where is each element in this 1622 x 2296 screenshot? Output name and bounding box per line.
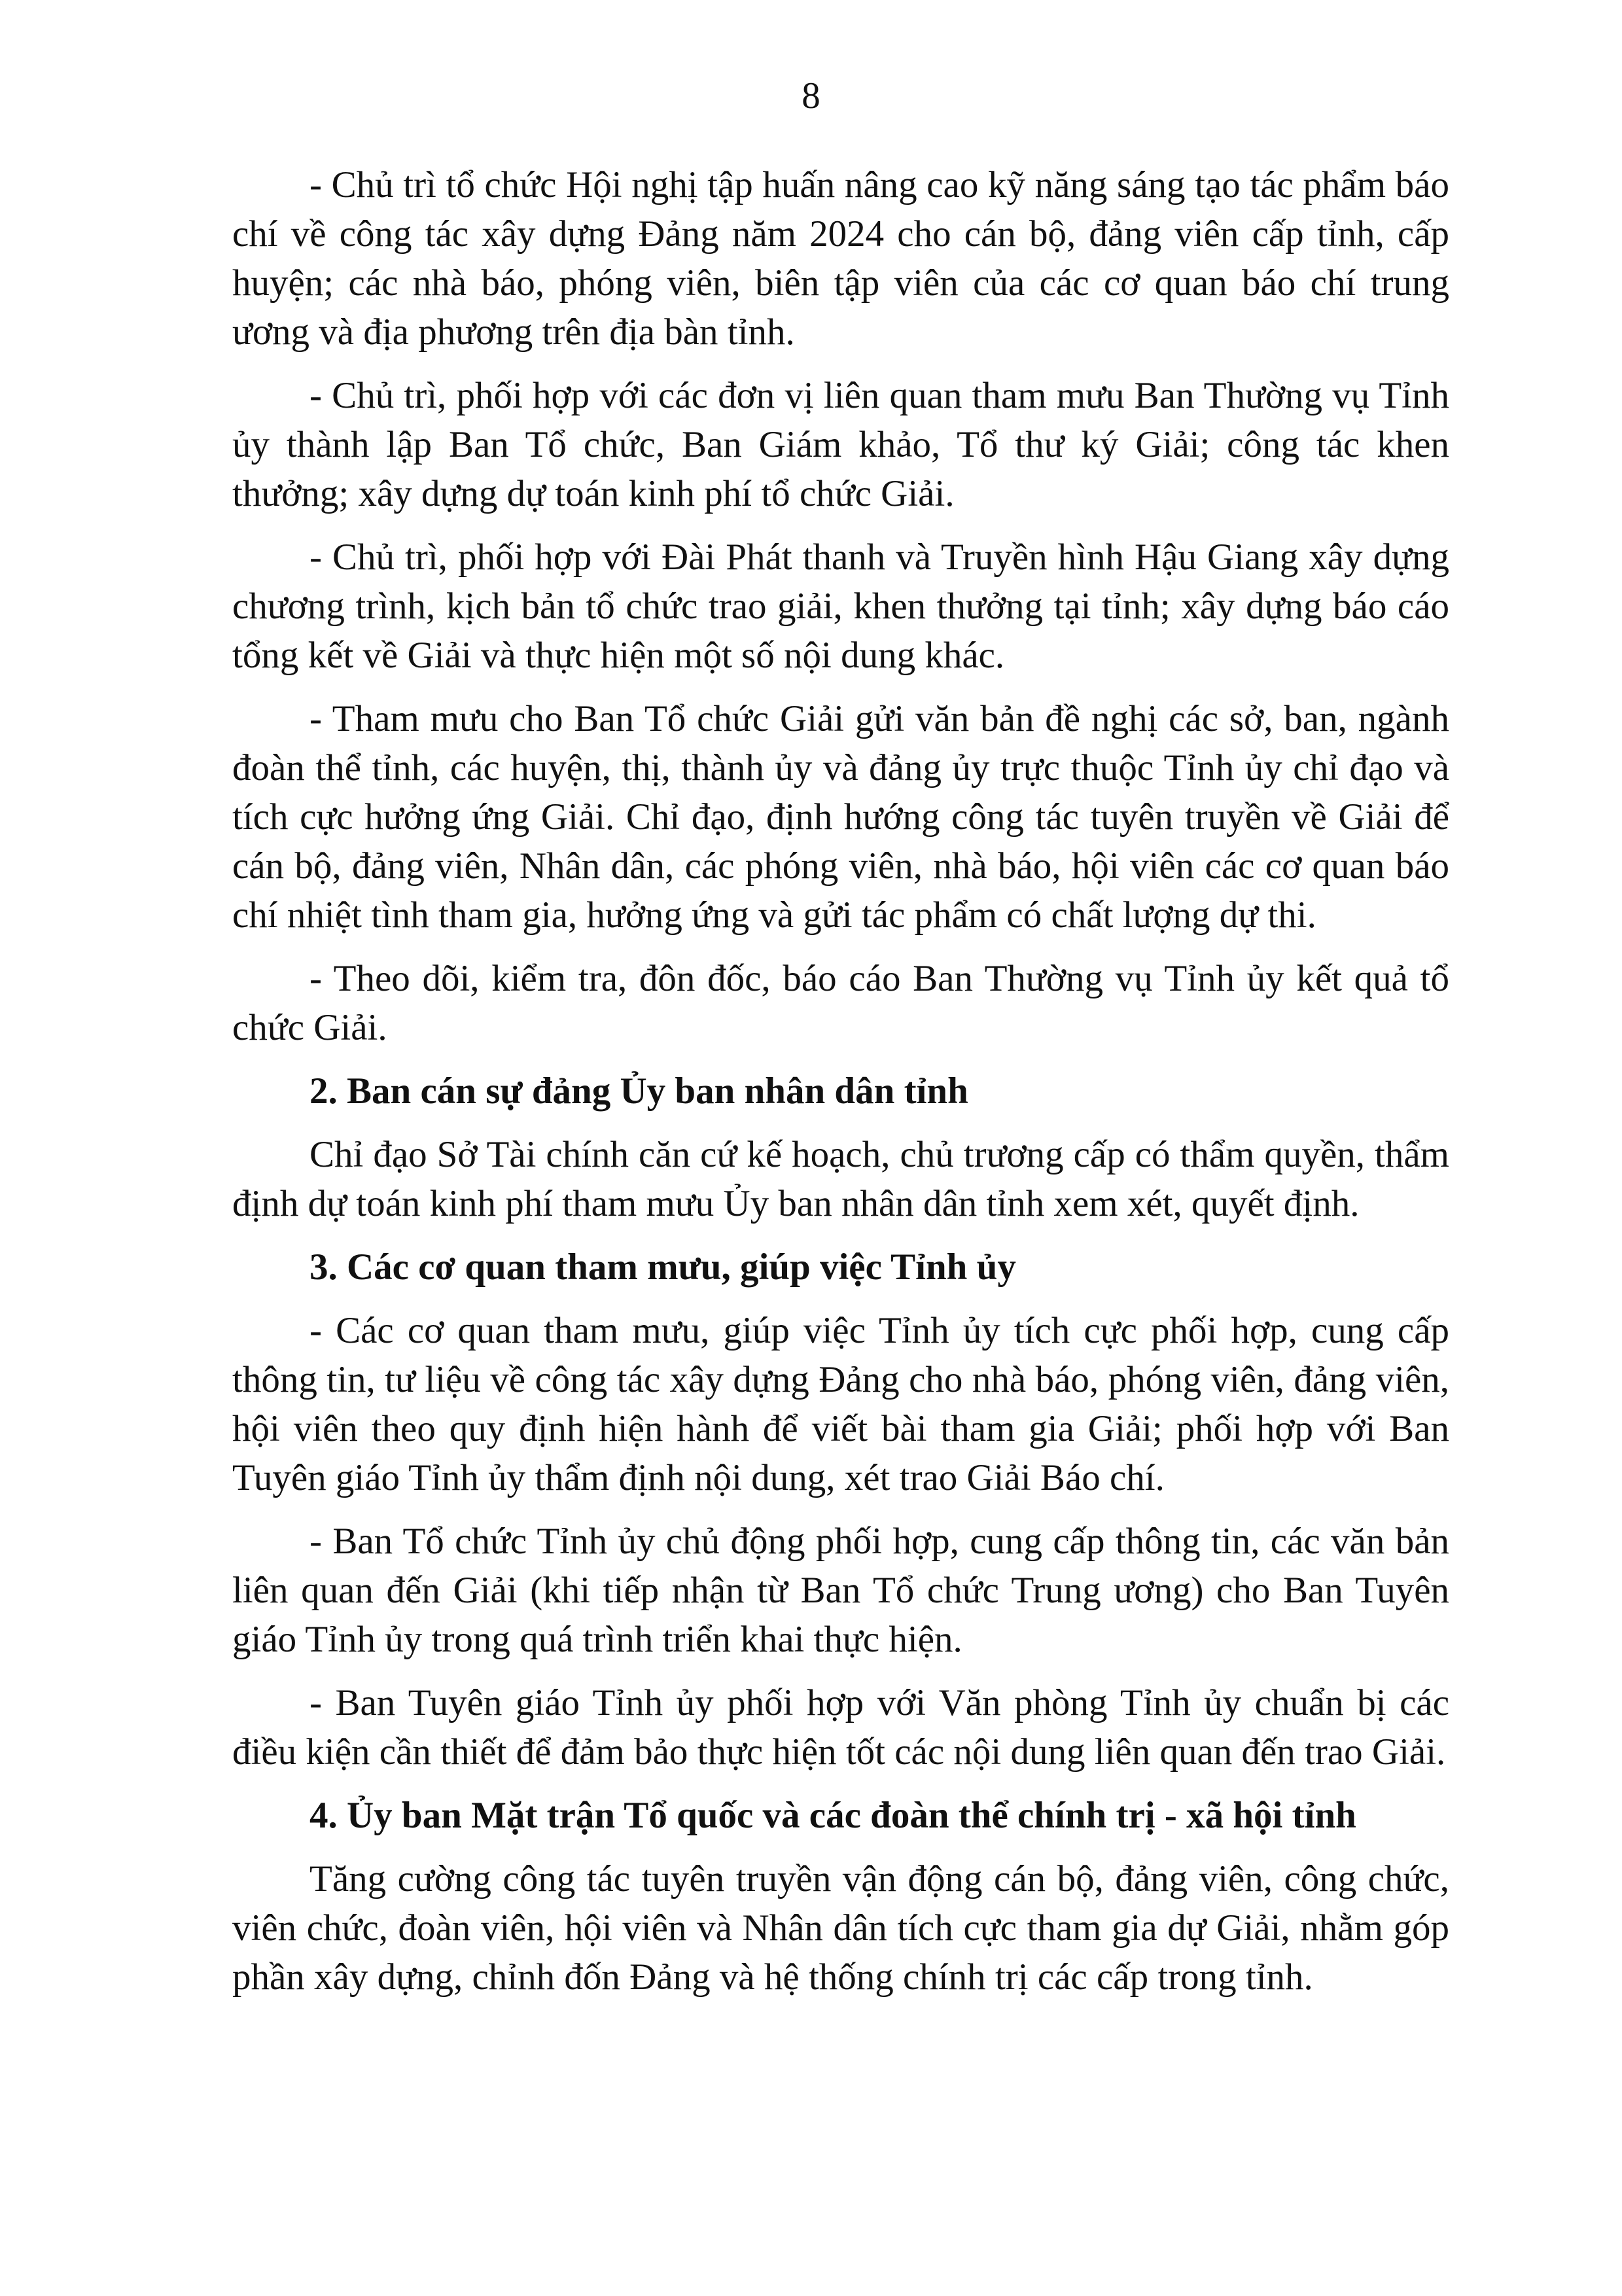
paragraph: - Ban Tuyên giáo Tỉnh ủy phối hợp với Văn phòng Tỉnh ủy chuẩn bị các điều kiện cần thiết để đảm bảo thực hiện tốt các nội dung liên quan đến trao Giải. [232, 1682, 1449, 1773]
section-heading: 3. Các cơ quan tham mưu, giúp việc Tỉnh ủy [309, 1246, 1016, 1288]
document-body [232, 160, 1449, 2016]
paragraph: - Chủ trì, phối hợp với Đài Phát thanh và Truyền hình Hậu Giang xây dựng chương trình, kịch bản tổ chức trao giải, khen thưởng tại tỉnh; xây dựng báo cáo tổng kết về Giải và thực hiện một số nội dung khác. [232, 537, 1449, 676]
paragraph: - Các cơ quan tham mưu, giúp việc Tỉnh ủy tích cực phối hợp, cung cấp thông tin, tư liệu về công tác xây dựng Đảng cho nhà báo, phóng viên, đảng viên, hội viên theo quy định hiện hành để viết bài tham gia Giải; phối hợp với Ban Tuyên giáo Tỉnh ủy thẩm định nội dung, xét trao Giải Báo chí. [232, 1310, 1449, 1498]
page-number: 8 [802, 75, 820, 116]
section-heading: 4. Ủy ban Mặt trận Tổ quốc và các đoàn thể chính trị - xã hội tỉnh [309, 1795, 1356, 1836]
paragraph: - Chủ trì tổ chức Hội nghị tập huấn nâng cao kỹ năng sáng tạo tác phẩm báo chí về công tác xây dựng Đảng năm 2024 cho cán bộ, đảng viên cấp tỉnh, cấp huyện; các nhà báo, phóng viên, biên tập viên của các cơ quan báo chí trung ương và địa phương trên địa bàn tỉnh. [232, 164, 1449, 353]
paragraph: - Chủ trì, phối hợp với các đơn vị liên quan tham mưu Ban Thường vụ Tỉnh ủy thành lập Ban Tổ chức, Ban Giám khảo, Tổ thư ký Giải; công tác khen thưởng; xây dựng dự toán kinh phí tổ chức Giải. [232, 375, 1449, 514]
section-heading: 2. Ban cán sự đảng Ủy ban nhân dân tỉnh [309, 1070, 968, 1112]
paragraph: Chỉ đạo Sở Tài chính căn cứ kế hoạch, chủ trương cấp có thẩm quyền, thẩm định dự toán kinh phí tham mưu Ủy ban nhân dân tỉnh xem xét, quyết định. [232, 1134, 1449, 1224]
paragraph: - Tham mưu cho Ban Tổ chức Giải gửi văn bản đề nghị các sở, ban, ngành đoàn thể tỉnh, các huyện, thị, thành ủy và đảng ủy trực thuộc Tỉnh ủy chỉ đạo và tích cực hưởng ứng Giải. Chỉ đạo, định hướng công tác tuyên truyền về Giải để cán bộ, đảng viên, Nhân dân, các phóng viên, nhà báo, hội viên các cơ quan báo chí nhiệt tình tham gia, hưởng ứng và gửi tác phẩm có chất lượng dự thi. [232, 698, 1449, 936]
paragraph: Tăng cường công tác tuyên truyền vận động cán bộ, đảng viên, công chức, viên chức, đoàn viên, hội viên và Nhân dân tích cực tham gia dự Giải, nhằm góp phần xây dựng, chỉnh đốn Đảng và hệ thống chính trị các cấp trong tỉnh. [232, 1858, 1449, 1998]
paragraph: - Theo dõi, kiểm tra, đôn đốc, báo cáo Ban Thường vụ Tỉnh ủy kết quả tổ chức Giải. [232, 958, 1449, 1048]
paragraph: - Ban Tổ chức Tỉnh ủy chủ động phối hợp, cung cấp thông tin, các văn bản liên quan đến Giải (khi tiếp nhận từ Ban Tổ chức Trung ương) cho Ban Tuyên giáo Tỉnh ủy trong quá trình triển khai thực hiện. [232, 1521, 1449, 1660]
